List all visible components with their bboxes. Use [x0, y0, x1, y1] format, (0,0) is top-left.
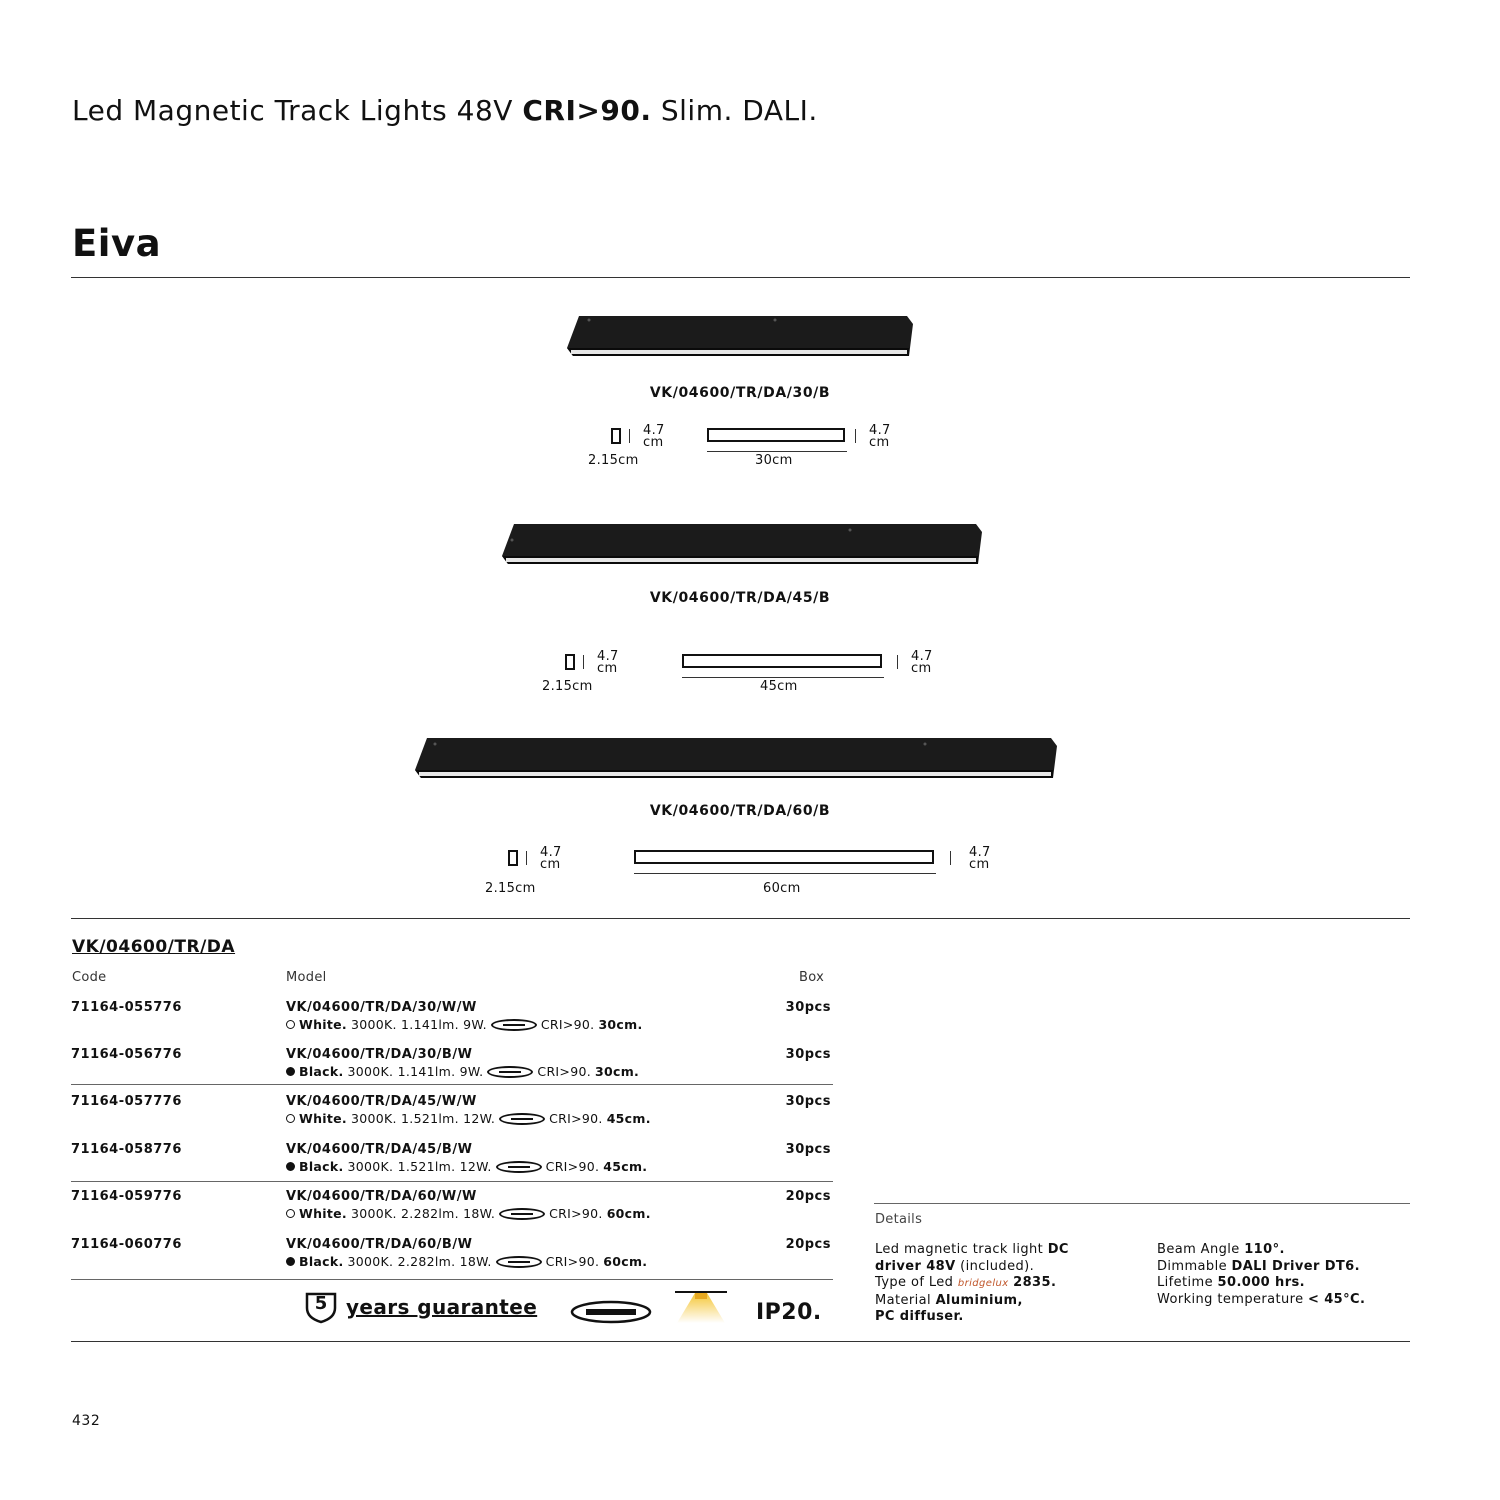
details-left-column — [875, 1242, 1069, 1326]
width-label: 2.15cm — [542, 679, 593, 694]
detail-bold: 110°. — [1244, 1242, 1285, 1257]
column-header-code: Code — [72, 970, 107, 985]
row-length: 45cm. — [603, 1159, 648, 1174]
height-marker — [897, 655, 898, 669]
details-right-column — [1157, 1242, 1365, 1308]
row-specs: 3000K. 1.521lm. 12W. — [350, 1111, 496, 1126]
product-image-45 — [500, 520, 984, 568]
row-model: VK/04600/TR/DA/60/W/W — [286, 1189, 477, 1204]
detail-line — [1157, 1292, 1365, 1309]
length-marker — [634, 873, 936, 874]
dali-logo-icon — [496, 1256, 542, 1268]
page-header-title — [72, 94, 818, 127]
row-cri: CRI>90. — [545, 1254, 600, 1269]
height-unit: cm — [869, 435, 890, 450]
color-dot-white-icon — [286, 1020, 295, 1029]
column-header-model: Model — [286, 970, 327, 985]
detail-bold: PC diffuser. — [875, 1309, 964, 1324]
detail-text: Lifetime — [1157, 1275, 1213, 1290]
row-length: 60cm. — [606, 1206, 651, 1221]
height-value: 4.7 — [597, 649, 619, 664]
color-dot-white-icon — [286, 1114, 295, 1123]
side-view-icon — [682, 654, 882, 668]
height-unit: cm — [597, 661, 618, 676]
row-specs: 3000K. 1.141lm. 9W. — [347, 1064, 484, 1079]
row-color: Black. — [299, 1064, 344, 1079]
detail-bold: 2835. — [1013, 1275, 1057, 1290]
height-unit: cm — [540, 857, 561, 872]
length-label: 30cm — [755, 453, 793, 468]
row-model: VK/04600/TR/DA/30/B/W — [286, 1047, 473, 1062]
row-specs: 3000K. 2.282lm. 18W. — [347, 1254, 492, 1269]
detail-line — [875, 1293, 1069, 1310]
row-length: 30cm. — [594, 1064, 640, 1079]
column-header-box: Box — [799, 970, 825, 985]
row-code: 71164-059776 — [71, 1189, 182, 1204]
height-value: 4.7 — [911, 649, 933, 664]
length-label: 45cm — [760, 679, 798, 694]
row-box: 30pcs — [785, 1142, 831, 1157]
details-divider — [874, 1203, 1410, 1204]
height-unit: cm — [969, 857, 990, 872]
detail-bold: < 45°C. — [1308, 1291, 1366, 1307]
row-box: 20pcs — [785, 1189, 831, 1204]
product-caption-30: VK/04600/TR/DA/30/B — [649, 385, 831, 401]
side-view-icon — [707, 428, 845, 442]
row-description — [286, 1206, 651, 1221]
row-group-divider — [71, 1181, 833, 1182]
table-row — [71, 1189, 831, 1236]
detail-text: Beam Angle — [1157, 1242, 1240, 1257]
height-marker — [629, 429, 630, 443]
color-dot-black-icon — [286, 1257, 295, 1266]
header-title-bold: CRI>90. — [522, 94, 652, 127]
page-number: 432 — [72, 1413, 101, 1429]
table-row — [71, 1000, 831, 1047]
length-marker — [707, 451, 847, 452]
row-cri: CRI>90. — [549, 1206, 603, 1221]
row-code: 71164-055776 — [71, 1000, 182, 1015]
detail-line — [875, 1242, 1069, 1259]
height-unit: cm — [911, 661, 932, 676]
detail-text: Led magnetic track light — [875, 1242, 1044, 1257]
detail-text: Working temperature — [1157, 1291, 1304, 1307]
product-image-60 — [413, 734, 1059, 782]
series-title: VK/04600/TR/DA — [72, 937, 236, 957]
height-marker — [526, 851, 527, 865]
row-length: 45cm. — [606, 1111, 651, 1126]
row-description — [286, 1064, 639, 1079]
row-color: Black. — [299, 1159, 344, 1174]
guarantee-number: 5 — [314, 1293, 328, 1314]
footer-divider — [71, 1341, 1410, 1342]
dali-logo-icon — [570, 1300, 652, 1328]
detail-text: Type of Led — [875, 1275, 954, 1290]
row-box: 30pcs — [785, 1094, 831, 1109]
detail-line — [1157, 1259, 1365, 1276]
detail-line — [875, 1259, 1069, 1276]
section-divider — [71, 918, 1410, 919]
bridgelux-logo: bridgelux — [957, 1278, 1009, 1289]
detail-line — [875, 1309, 1069, 1326]
product-image-30 — [565, 312, 915, 360]
height-marker — [950, 851, 951, 865]
row-specs: 3000K. 1.521lm. 12W. — [347, 1159, 492, 1174]
row-code: 71164-060776 — [71, 1237, 182, 1252]
height-value: 4.7 — [869, 423, 891, 438]
row-model: VK/04600/TR/DA/30/W/W — [286, 1000, 477, 1015]
dali-logo-icon — [496, 1161, 542, 1173]
row-specs: 3000K. 2.282lm. 18W. — [350, 1206, 496, 1221]
height-value: 4.7 — [969, 845, 991, 860]
row-description — [286, 1017, 643, 1032]
row-box: 30pcs — [785, 1047, 831, 1062]
length-marker — [682, 677, 884, 678]
color-dot-black-icon — [286, 1067, 295, 1076]
height-value: 4.7 — [540, 845, 562, 860]
detail-text: Dimmable — [1157, 1258, 1227, 1274]
color-dot-white-icon — [286, 1209, 295, 1218]
dali-logo-icon — [499, 1113, 545, 1125]
ip-rating: IP20. — [756, 1300, 822, 1325]
detail-line — [875, 1275, 1069, 1293]
row-color: White. — [299, 1111, 347, 1126]
guarantee-text: years guarantee — [346, 1295, 538, 1319]
row-code: 71164-058776 — [71, 1142, 182, 1157]
row-specs: 3000K. 1.141lm. 9W. — [350, 1017, 487, 1032]
detail-line — [1157, 1242, 1365, 1259]
row-cri: CRI>90. — [537, 1064, 591, 1079]
header-title-part2: Slim. DALI. — [660, 94, 818, 127]
length-label: 60cm — [763, 881, 801, 896]
details-label: Details — [875, 1212, 923, 1227]
detail-bold: driver 48V — [875, 1258, 956, 1274]
header-divider — [71, 277, 1410, 278]
height-marker — [855, 429, 856, 443]
row-cri: CRI>90. — [545, 1159, 600, 1174]
cross-section-icon — [508, 850, 518, 866]
row-cri: CRI>90. — [549, 1111, 603, 1126]
row-color: Black. — [299, 1254, 344, 1269]
width-label: 2.15cm — [485, 881, 536, 896]
product-caption-45: VK/04600/TR/DA/45/B — [649, 590, 831, 606]
detail-bold: DC — [1047, 1242, 1069, 1257]
row-description — [286, 1159, 647, 1174]
width-label: 2.15cm — [588, 453, 639, 468]
detail-line — [1157, 1275, 1365, 1292]
detail-text: Material — [875, 1292, 932, 1308]
table-row — [71, 1237, 831, 1284]
row-group-divider — [71, 1084, 833, 1085]
dali-logo-icon — [499, 1208, 545, 1220]
row-length: 30cm. — [598, 1017, 643, 1032]
product-caption-60: VK/04600/TR/DA/60/B — [649, 803, 831, 819]
row-description — [286, 1111, 651, 1126]
detail-text: (included). — [960, 1258, 1035, 1274]
row-color: White. — [299, 1017, 347, 1032]
row-code: 71164-056776 — [71, 1047, 182, 1062]
table-row — [71, 1047, 831, 1094]
dali-logo-icon — [491, 1019, 537, 1031]
detail-bold: DALI Driver DT6. — [1231, 1258, 1360, 1274]
family-name: Eiva — [72, 222, 162, 265]
height-marker — [583, 655, 584, 669]
detail-bold: 50.000 hrs. — [1217, 1275, 1305, 1290]
row-model: VK/04600/TR/DA/60/B/W — [286, 1237, 473, 1252]
row-model: VK/04600/TR/DA/45/B/W — [286, 1142, 473, 1157]
row-cri: CRI>90. — [540, 1017, 595, 1032]
color-dot-black-icon — [286, 1162, 295, 1171]
table-bottom-divider — [71, 1279, 833, 1280]
detail-bold: Aluminium, — [935, 1292, 1023, 1308]
row-description — [286, 1254, 647, 1269]
row-color: White. — [299, 1206, 347, 1221]
height-unit: cm — [643, 435, 664, 450]
cross-section-icon — [565, 654, 575, 670]
row-box: 20pcs — [785, 1237, 831, 1252]
side-view-icon — [634, 850, 934, 864]
row-model: VK/04600/TR/DA/45/W/W — [286, 1094, 477, 1109]
beam-angle-icon — [675, 1289, 727, 1327]
header-title-part1: Led Magnetic Track Lights 48V — [72, 94, 513, 127]
row-box: 30pcs — [785, 1000, 831, 1015]
table-row — [71, 1094, 831, 1141]
dali-logo-icon — [487, 1066, 533, 1078]
height-value: 4.7 — [643, 423, 665, 438]
row-code: 71164-057776 — [71, 1094, 182, 1109]
row-length: 60cm. — [603, 1254, 648, 1269]
cross-section-icon — [611, 428, 621, 444]
